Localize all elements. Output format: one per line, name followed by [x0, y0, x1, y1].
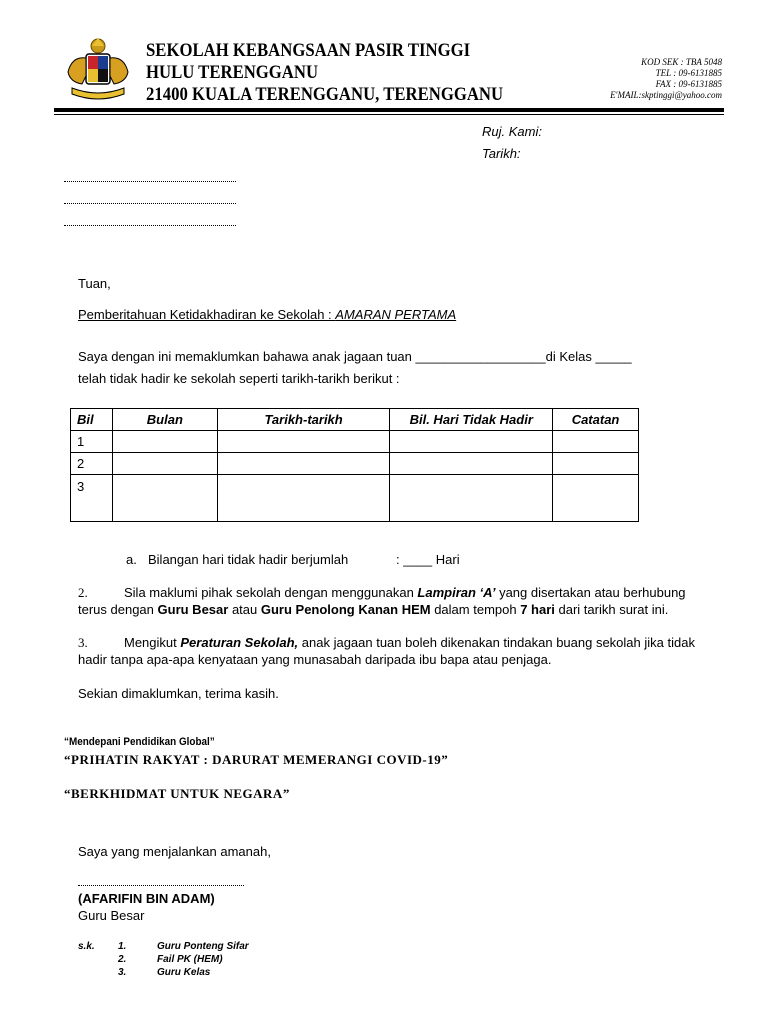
signatory-title: Guru Besar [78, 908, 145, 923]
address-line-3 [64, 224, 236, 226]
item-a-value: : ____ Hari [396, 552, 460, 567]
address-line-2 [64, 202, 236, 204]
school-name: SEKOLAH KEBANGSAAN PASIR TINGGI [146, 40, 471, 61]
item-2-line-1: Sila maklumi pihak sekolah dengan menggunakan Lampiran ‘A’ yang disertakan atau berhubung [124, 585, 686, 600]
email: E'MAIL:skptinggi@yahoo.com [610, 90, 722, 100]
sk-item: Guru Kelas [157, 967, 211, 978]
item-a-label: a. [126, 552, 137, 567]
gpk-hem-ref: Guru Penolong Kanan HEM [260, 602, 431, 617]
item-3-line-2: hadir tanpa apa-apa kenyataan yang munasabah daripada ibu bapa atau penjaga. [78, 652, 552, 667]
header-catatan: Catatan [553, 409, 639, 431]
header-tarikh: Tarikh-tarikh [217, 409, 390, 431]
item-2-line-2: terus dengan Guru Besar atau Guru Penolong Kanan HEM dalam tempoh 7 hari dari tarikh surat ini. [78, 602, 669, 617]
signature-line [78, 885, 244, 886]
school-crest-logo [58, 36, 138, 106]
contact-block [610, 57, 722, 101]
row-number: 2 [71, 453, 113, 475]
subject-prefix: Pemberitahuan Ketidakhadiran ke Sekolah : [78, 307, 336, 322]
header-bulan: Bulan [112, 409, 217, 431]
telephone: TEL : 09-6131885 [655, 68, 722, 78]
letter-subject [78, 307, 456, 322]
table-row [71, 475, 639, 522]
school-name-block [146, 40, 503, 106]
salutation: Tuan, [78, 276, 111, 291]
guru-besar-ref: Guru Besar [157, 602, 229, 617]
signature-intro: Saya yang menjalankan amanah, [78, 844, 271, 859]
absence-table [70, 408, 639, 522]
fax: FAX : 09-6131885 [655, 79, 722, 89]
school-address: 21400 KUALA TERENGGANU, TERENGGANU [146, 84, 504, 105]
row-number: 3 [71, 475, 113, 522]
letter-date: Tarikh: [482, 146, 521, 161]
lampiran-a: Lampiran ‘A’ [417, 585, 496, 600]
reference-number: Ruj. Kami: [482, 124, 542, 139]
header-divider-thin [54, 114, 724, 115]
header-divider-thick [54, 108, 724, 112]
school-district: HULU TERENGGANU [146, 62, 319, 83]
table-row [71, 453, 639, 475]
sk-label: s.k. [78, 941, 95, 952]
signatory-name: (AFARIFIN BIN ADAM) [78, 891, 215, 906]
item-2-number: 2. [78, 585, 88, 600]
table-header-row [71, 409, 639, 431]
header-bil: Bil [71, 409, 113, 431]
header-bil-hari: Bil. Hari Tidak Hadir [390, 409, 553, 431]
motto-global: “Mendepani Pendidikan Global” [64, 736, 215, 748]
item-a-text: Bilangan hari tidak hadir berjumlah [148, 552, 349, 567]
motto-berkhidmat: “BERKHIDMAT UNTUK NEGARA” [64, 786, 290, 801]
sk-item-number: 1. [118, 941, 127, 952]
intro-line-2: telah tidak hadir ke sekolah seperti tarikh-tarikh berikut : [78, 371, 400, 386]
sk-item-number: 2. [118, 954, 127, 965]
peraturan-sekolah: Peraturan Sekolah, [180, 635, 299, 650]
item-3-line-1: Mengikut Peraturan Sekolah, anak jagaan tuan boleh dikenakan tindakan buang sekolah jika tidak [124, 635, 695, 650]
row-number: 1 [71, 431, 113, 453]
sk-item: Guru Ponteng Sifar [157, 941, 249, 952]
motto-prihatin: “PRIHATIN RAKYAT : DARURAT MEMERANGI COVID-19” [64, 752, 449, 767]
deadline: 7 hari [520, 602, 555, 617]
table-row [71, 431, 639, 453]
intro-line-1: Saya dengan ini memaklumkan bahawa anak jagaan tuan __________________di Kelas _____ [78, 349, 632, 364]
item-3-number: 3. [78, 635, 88, 650]
sk-item: Fail PK (HEM) [157, 954, 223, 965]
closing-text: Sekian dimaklumkan, terima kasih. [78, 686, 279, 701]
address-line-1 [64, 180, 236, 182]
school-code: KOD SEK : TBA 5048 [641, 57, 722, 67]
subject-emphasis: AMARAN PERTAMA [335, 307, 457, 322]
sk-item-number: 3. [118, 967, 127, 978]
